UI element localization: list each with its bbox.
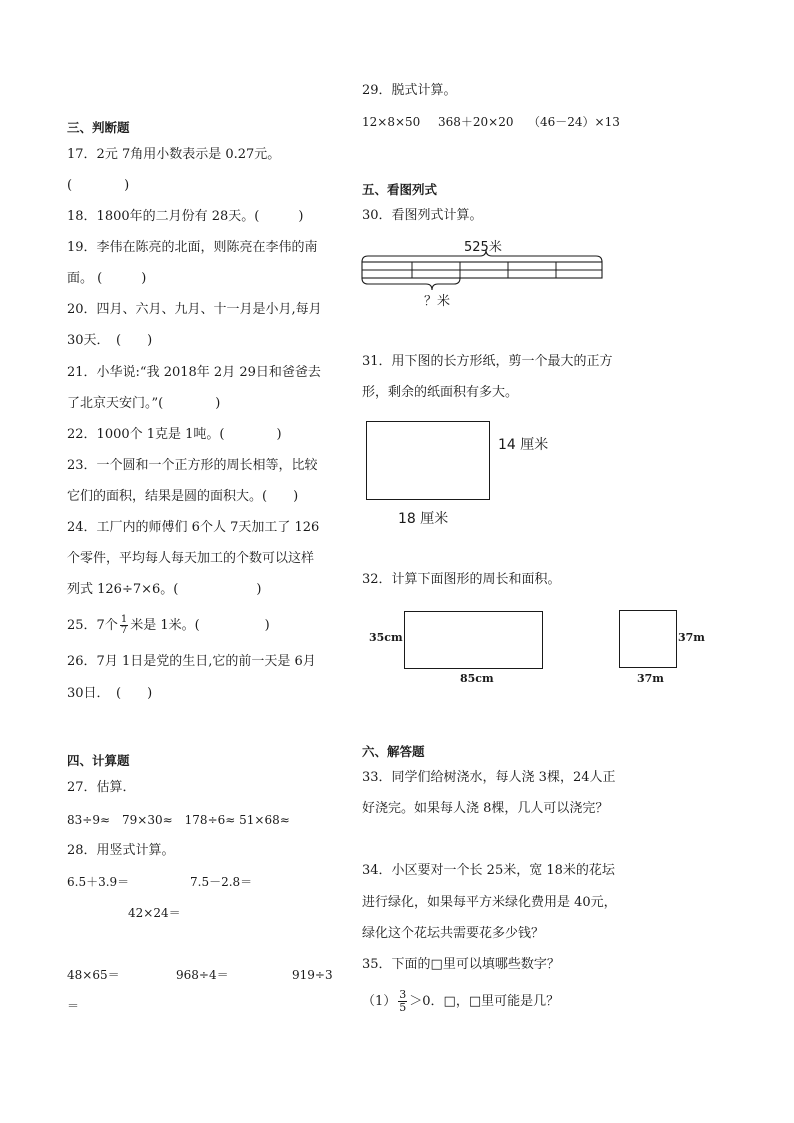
calc-919-div-3: 919÷3 (292, 968, 333, 982)
question-35-part-1 (362, 984, 559, 1020)
figure-31-rectangle (366, 421, 490, 500)
figure-32-square (619, 610, 677, 668)
question-35-part-label: （1） (362, 994, 397, 1009)
fraction-numerator: 3 (399, 988, 407, 1001)
question-17-line-1: 17．2元 7角用小数表示是 0.27元。 (67, 147, 281, 162)
question-27-items: 83÷9≈ 79×30≈ 178÷6≈ 51×68≈ (67, 813, 290, 827)
question-26-line-1: 26．7月 1日是党的生日,它的前一天是 6月 (67, 654, 316, 669)
figure-32-rect-width-label: 85cm (460, 672, 494, 685)
fraction-three-fifths (398, 989, 407, 1014)
section-5-title: 五、看图列式 (362, 182, 438, 197)
question-31-line-2: 形，剩余的纸面积有多大。 (362, 385, 519, 400)
question-27: 27．估算． (67, 780, 136, 795)
figure-32-rectangle (404, 611, 543, 669)
section-3-title: 三、判断题 (67, 120, 130, 135)
figure-30-unknown-label: ？米 (424, 294, 451, 309)
question-33-line-1: 33．同学们给树浇水，每人浇 3棵，24人正 (362, 770, 616, 785)
question-25 (67, 612, 270, 640)
calc-6-5-plus-3-9: 6.5＋3.9＝ (67, 875, 130, 889)
question-21-line-1: 21．小华说:“我 2018年 2月 29日和爸爸去 (67, 365, 321, 380)
figure-31-height-label: 14 厘米 (498, 437, 549, 453)
fraction-one-seventh (120, 615, 128, 636)
question-28: 28．用竖式计算。 (67, 843, 175, 858)
question-22: 22．1000个 1克是 1吨。( ) (67, 427, 282, 442)
figure-31-width-label: 18 厘米 (398, 511, 449, 527)
question-20-line-1: 20．四月、六月、九月、十一月是小月,每月 (67, 302, 322, 317)
section-4-title: 四、计算题 (67, 753, 130, 768)
question-25-prefix: 25．7个 (67, 618, 118, 633)
figure-32-square-bottom-label: 37m (637, 672, 664, 685)
figure-30-bar-diagram (356, 248, 608, 312)
top-brace (362, 250, 602, 262)
question-23-line-1: 23．一个圆和一个正方形的周长相等，比较 (67, 458, 318, 473)
question-23-line-2: 它们的面积，结果是圆的面积大。( ) (67, 489, 299, 504)
bottom-brace (362, 278, 460, 290)
calc-46-minus-24-times-13: （46－24）×13 (528, 115, 620, 129)
calc-12-8-50: 12×8×50 (362, 115, 421, 129)
question-26-line-2: 30日． ( ) (67, 686, 153, 701)
question-17-answer: ( ) (67, 178, 130, 193)
question-31-line-1: 31．用下图的长方形纸，剪一个最大的正方 (362, 354, 613, 369)
question-35: 35．下面的□里可以填哪些数字？ (362, 957, 560, 972)
fraction-denominator: 5 (399, 1001, 407, 1014)
calc-368-plus-20-20: 368＋20×20 (438, 115, 514, 129)
question-24-line-2: 个零件，平均每人每天加工的个数可以这样 (67, 551, 315, 566)
question-20-line-2: 30天． ( ) (67, 333, 153, 348)
calc-968-div-4: 968÷4＝ (176, 968, 229, 982)
question-21-line-2: 了北京天安门。”( ) (67, 396, 221, 411)
question-34-line-2: 进行绿化，如果每平方米绿化费用是 40元， (362, 895, 617, 910)
question-33-line-2: 好浇完。如果每人浇 8棵，几人可以浇完？ (362, 801, 609, 816)
question-34-line-1: 34．小区要对一个长 25米，宽 18米的花坛 (362, 863, 615, 878)
question-34-line-3: 绿化这个花坛共需要花多少钱？ (362, 926, 545, 941)
question-29: 29．脱式计算。 (362, 83, 457, 98)
question-19-line-1: 19．李伟在陈亮的北面，则陈亮在李伟的南 (67, 240, 318, 255)
calc-48-times-65: 48×65＝ (67, 968, 120, 982)
fraction-numerator: 1 (120, 614, 128, 625)
question-32: 32．计算下面图形的周长和面积。 (362, 572, 561, 587)
calc-919-div-3-equals: ＝ (67, 999, 80, 1013)
question-30: 30．看图列式计算。 (362, 208, 483, 223)
question-18: 18．1800年的二月份有 28天。( ) (67, 209, 304, 224)
question-25-suffix: 米是 1米。( ) (130, 618, 270, 633)
question-19-line-2: 面。 ( ) (67, 271, 147, 286)
calc-42-times-24: 42×24＝ (128, 906, 181, 920)
figure-30-total-label: 525米 (464, 240, 502, 255)
question-24-line-1: 24．工厂内的师傅们 6个人 7天加工了 126 (67, 520, 320, 535)
fraction-denominator: 7 (120, 625, 128, 636)
question-24-line-3: 列式 126÷7×6。( ) (67, 582, 262, 597)
section-6-title: 六、解答题 (362, 744, 425, 759)
calc-7-5-minus-2-8: 7.5－2.8＝ (190, 875, 253, 889)
question-35-inequality: ＞0．□，□里可能是几？ (409, 994, 560, 1009)
figure-32-rect-height-label: 35cm (369, 631, 403, 644)
figure-32-square-side-label: 37m (678, 631, 705, 644)
